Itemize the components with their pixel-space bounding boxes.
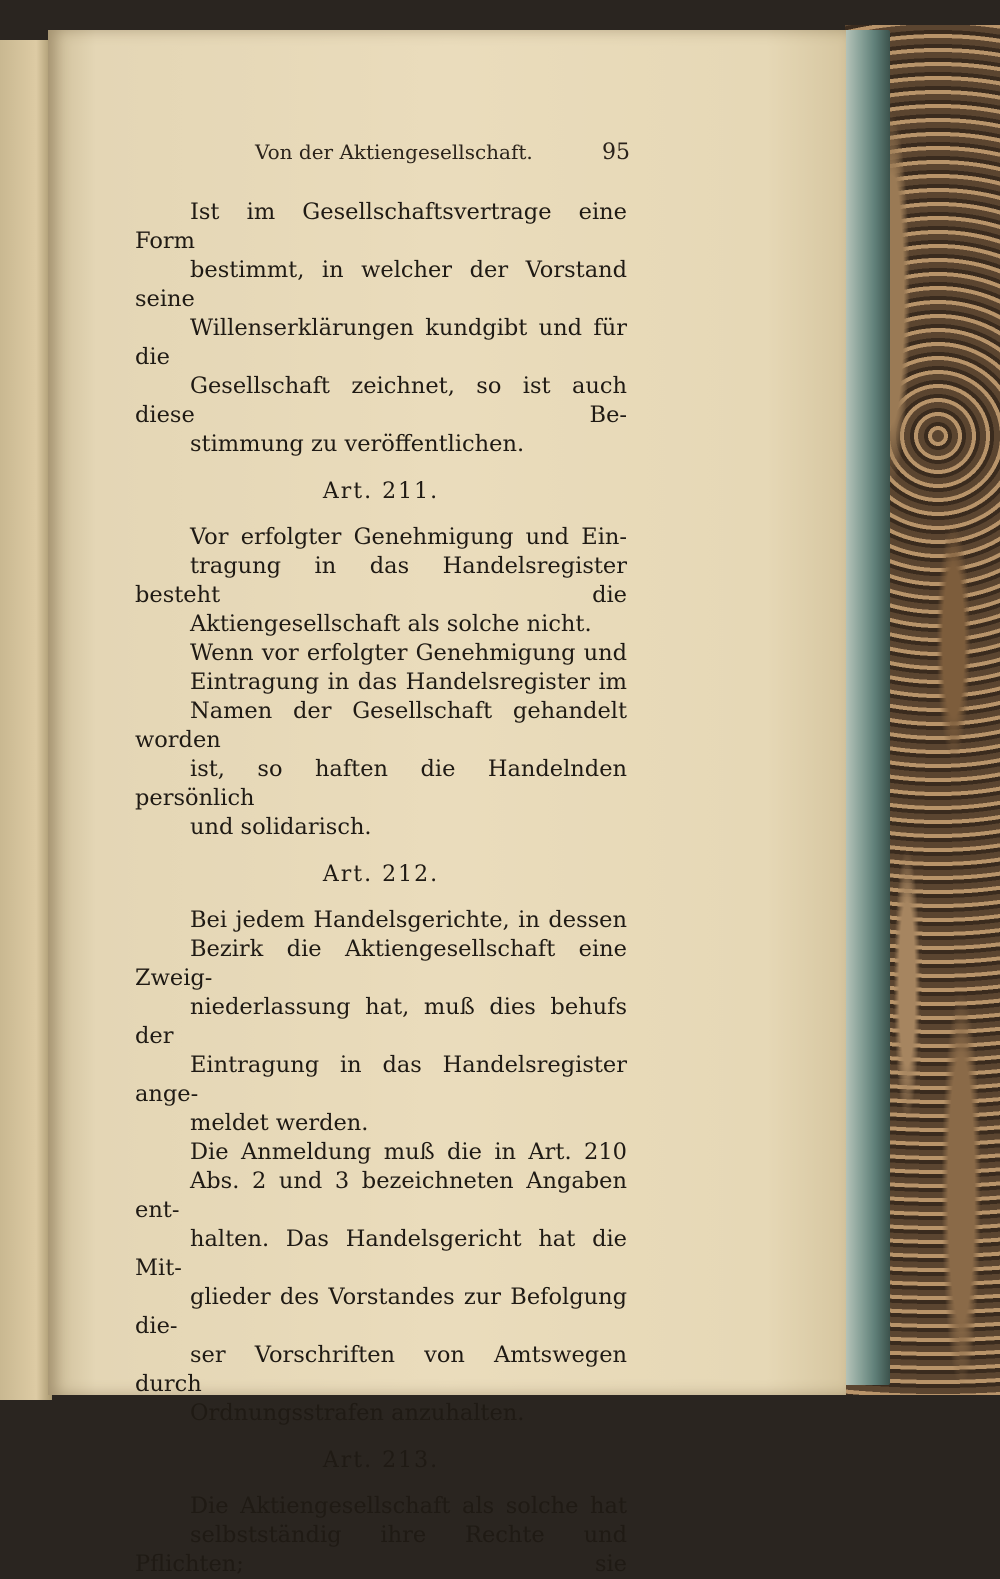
text-line: Wenn vor erfolgter Genehmigung und — [190, 640, 627, 666]
paragraph — [135, 523, 627, 639]
article-heading: Art. 211. — [322, 479, 440, 504]
text-line: Abs. 2 und 3 bezeichneten Angaben ent- — [135, 1168, 627, 1223]
text-line: Gesellschaft zeichnet, so ist auch diese Be- — [135, 373, 627, 428]
page-header — [250, 140, 630, 170]
paragraph — [135, 906, 627, 1138]
text-line: Aktiengesellschaft als solche nicht. — [190, 611, 592, 637]
text-line: Ist im Gesellschaftsvertrage eine Form — [135, 199, 627, 254]
paragraph — [135, 639, 627, 842]
text-line: Bei jedem Handelsgerichte, in dessen — [190, 907, 627, 933]
paragraph — [135, 1138, 627, 1428]
text-line: Die Aktiengesellschaft als solche hat — [190, 1493, 627, 1519]
text-line: ist, so haften die Handelnden persönlich — [135, 756, 627, 811]
text-line: meldet werden. — [190, 1110, 369, 1136]
text-line: Eintragung in das Handelsregister ange- — [135, 1052, 627, 1107]
text-line: selbstständig ihre Rechte und Pflichten; sie — [135, 1522, 627, 1577]
page-number: 95 — [602, 140, 630, 165]
text-line: Vor erfolgter Genehmigung und Ein- — [190, 524, 627, 550]
text-line: ser Vorschriften von Amtswegen durch — [135, 1342, 627, 1397]
text-line: tragung in das Handelsregister besteht die — [135, 553, 627, 608]
article-heading: Art. 212. — [322, 862, 440, 887]
text-line: Namen der Gesellschaft gehandelt worden — [135, 698, 627, 753]
text-line: bestimmt, in welcher der Vorstand seine — [135, 257, 627, 312]
text-line: Eintragung in das Handelsregister im — [190, 669, 627, 695]
text-line: halten. Das Handelsgericht hat die Mit- — [135, 1226, 627, 1281]
facing-page-edge — [0, 40, 52, 1400]
text-line: Ordnungsstrafen anzuhalten. — [190, 1400, 525, 1426]
text-line: niederlassung hat, muß dies behufs der — [135, 994, 627, 1049]
paragraph — [135, 198, 627, 459]
article-heading: Art. 213. — [322, 1448, 440, 1473]
page-block-edge — [840, 30, 890, 1385]
text-line: Bezirk die Aktiengesellschaft eine Zweig- — [135, 936, 627, 991]
text-line: Willenserklärungen kundgibt und für die — [135, 315, 627, 370]
paragraph — [135, 1492, 627, 1579]
text-line: glieder des Vorstandes zur Befolgung die- — [135, 1284, 627, 1339]
text-line: Die Anmeldung muß die in Art. 210 — [190, 1139, 627, 1165]
running-head: Von der Aktiengesellschaft. — [255, 140, 533, 164]
text-line: stimmung zu veröffentlichen. — [190, 431, 525, 457]
page-body — [135, 198, 627, 1579]
text-line: und solidarisch. — [190, 814, 372, 840]
